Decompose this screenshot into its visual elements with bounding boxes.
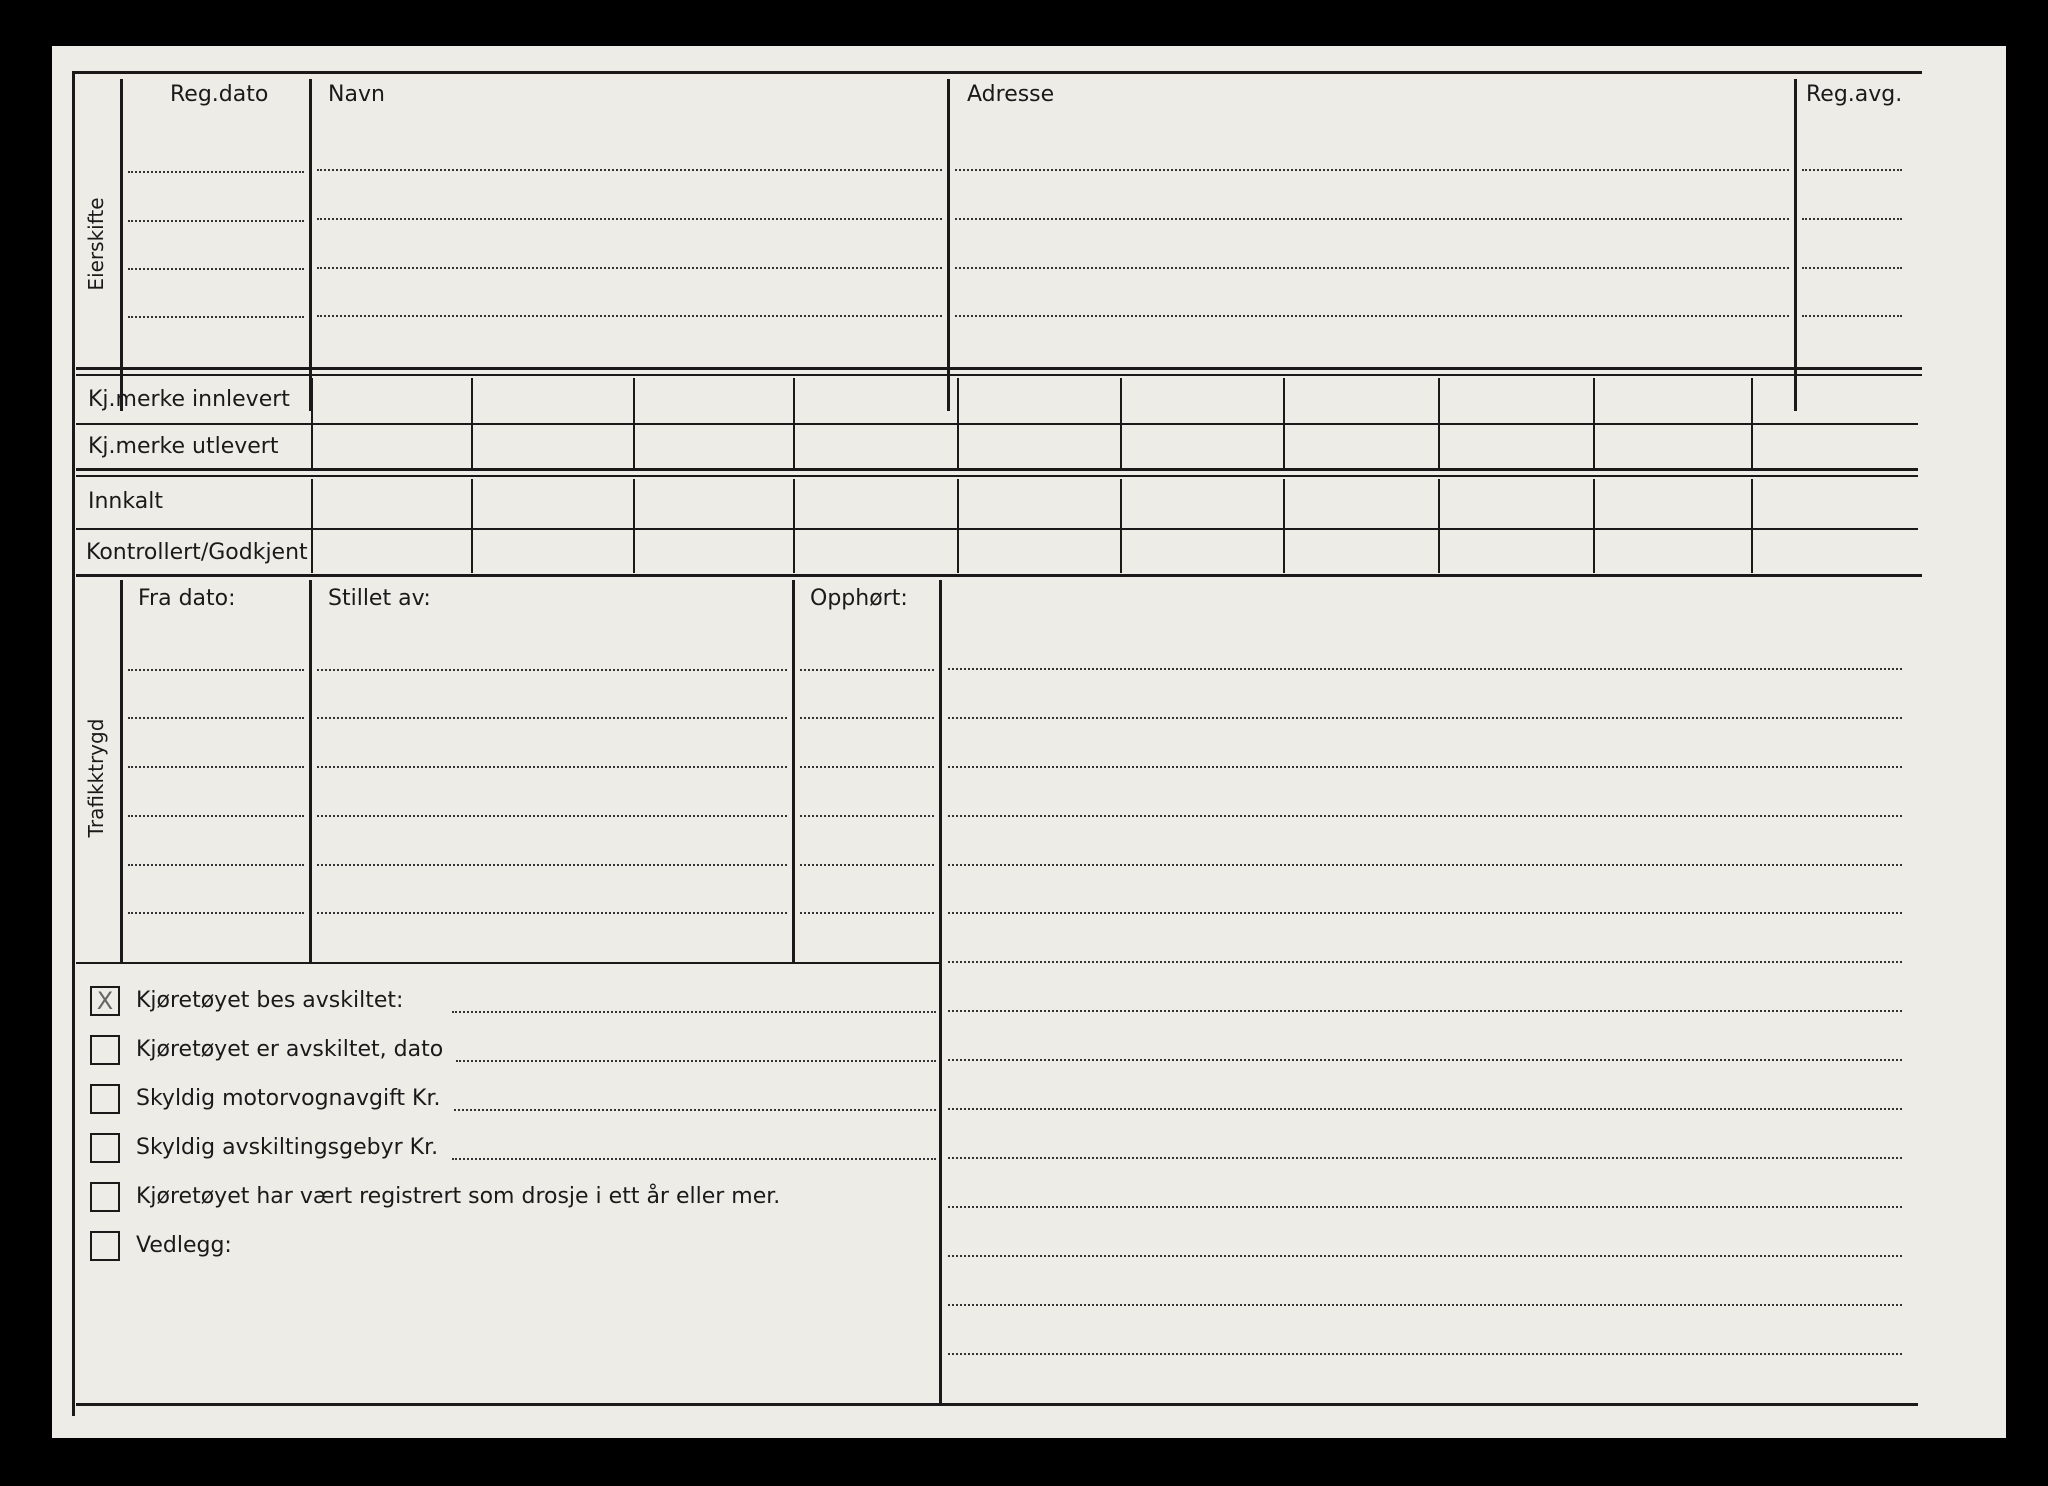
regdato-header: Reg.dato bbox=[170, 82, 269, 107]
remarks-line bbox=[948, 1157, 1902, 1159]
trafikk-bottom-rule bbox=[76, 962, 942, 964]
godkjent-label: Kontrollert/Godkjent bbox=[86, 540, 308, 565]
grid-col bbox=[1593, 479, 1595, 573]
remarks-line bbox=[948, 1108, 1902, 1110]
remarks-line bbox=[948, 1010, 1902, 1012]
eierskifte-bottom-rule bbox=[76, 367, 1922, 370]
row-line bbox=[800, 864, 934, 866]
regavg-header: Reg.avg. bbox=[1806, 82, 1903, 107]
row-line bbox=[955, 169, 1789, 171]
row-line bbox=[800, 815, 934, 817]
row-line bbox=[317, 864, 787, 866]
grid-col bbox=[957, 378, 959, 468]
navn-rule bbox=[947, 79, 950, 411]
remarks-line bbox=[948, 912, 1902, 914]
kjmerke-mid-rule bbox=[76, 423, 1918, 425]
remarks-line bbox=[948, 1059, 1902, 1061]
row-line bbox=[955, 218, 1789, 220]
check-label: Skyldig avskiltingsgebyr Kr. bbox=[136, 1135, 439, 1160]
trafikk-stillet-rule bbox=[792, 580, 795, 963]
row-line bbox=[800, 717, 934, 719]
row-line bbox=[800, 912, 934, 914]
row-line bbox=[128, 171, 304, 173]
registration-card bbox=[52, 46, 2006, 1438]
kjmerke-innlevert-label: Kj.merke innlevert bbox=[88, 387, 290, 412]
grid-col bbox=[1751, 479, 1753, 573]
remarks-line bbox=[948, 864, 1902, 866]
grid-col bbox=[311, 378, 313, 468]
grid-col bbox=[793, 479, 795, 573]
row-line bbox=[1802, 218, 1902, 220]
row-line bbox=[128, 912, 304, 914]
grid-col bbox=[1283, 378, 1285, 468]
remarks-line bbox=[948, 1206, 1902, 1208]
row-line bbox=[1802, 169, 1902, 171]
fill-line bbox=[452, 1158, 936, 1160]
row-line bbox=[317, 717, 787, 719]
row-line bbox=[317, 315, 942, 317]
checkbox-vedlegg[interactable] bbox=[90, 1231, 120, 1261]
remarks-line bbox=[948, 1255, 1902, 1257]
row-line bbox=[128, 220, 304, 222]
row-line bbox=[128, 669, 304, 671]
checkbox-drosje[interactable] bbox=[90, 1182, 120, 1212]
trafikk-fra-rule bbox=[309, 580, 312, 963]
row-line bbox=[955, 267, 1789, 269]
row-line bbox=[128, 815, 304, 817]
grid-col bbox=[1751, 378, 1753, 468]
row-line bbox=[128, 864, 304, 866]
checkbox-avskiltingsgebyr[interactable] bbox=[90, 1133, 120, 1163]
row-line bbox=[317, 218, 942, 220]
checkbox-bes-avskiltet[interactable]: X bbox=[90, 986, 120, 1016]
stillet-av-header: Stillet av: bbox=[328, 586, 431, 611]
remarks-line bbox=[948, 1304, 1902, 1306]
row-line bbox=[1802, 267, 1902, 269]
label-column-rule bbox=[120, 79, 123, 411]
grid-col bbox=[1283, 479, 1285, 573]
eierskifte-bottom-rule-2 bbox=[76, 374, 1922, 376]
row-line bbox=[128, 316, 304, 318]
checkbox-motorvognavgift[interactable] bbox=[90, 1084, 120, 1114]
row-line bbox=[317, 766, 787, 768]
left-border bbox=[72, 71, 75, 1416]
fra-dato-header: Fra dato: bbox=[138, 586, 236, 611]
grid-col bbox=[1438, 479, 1440, 573]
row-line bbox=[317, 267, 942, 269]
grid-col bbox=[957, 479, 959, 573]
adresse-header: Adresse bbox=[967, 82, 1055, 107]
remarks-line bbox=[948, 961, 1902, 963]
grid-col bbox=[793, 378, 795, 468]
grid-col bbox=[1120, 479, 1122, 573]
check-label: Kjøretøyet bes avskiltet: bbox=[136, 988, 404, 1013]
check-label: Vedlegg: bbox=[136, 1233, 232, 1258]
navn-header: Navn bbox=[328, 82, 385, 107]
row-line bbox=[317, 669, 787, 671]
top-rule bbox=[72, 71, 1922, 74]
remarks-line bbox=[948, 717, 1902, 719]
row-line bbox=[317, 912, 787, 914]
fill-line bbox=[454, 1109, 936, 1111]
opphort-header: Opphørt: bbox=[810, 586, 908, 611]
row-line bbox=[128, 268, 304, 270]
row-line bbox=[128, 717, 304, 719]
trafikktrygd-section-label: Trafikktrygd bbox=[84, 718, 108, 838]
row-line bbox=[955, 315, 1789, 317]
remarks-line bbox=[948, 668, 1902, 670]
bottom-rule bbox=[76, 1403, 1918, 1406]
adresse-rule bbox=[1794, 79, 1797, 411]
row-line bbox=[800, 766, 934, 768]
check-label: Kjøretøyet er avskiltet, dato bbox=[136, 1037, 444, 1062]
grid-col bbox=[471, 378, 473, 468]
grid-col bbox=[311, 479, 313, 573]
grid-col bbox=[633, 378, 635, 468]
row-line bbox=[317, 815, 787, 817]
grid-col bbox=[1120, 378, 1122, 468]
kjmerke-utlevert-label: Kj.merke utlevert bbox=[88, 434, 279, 459]
regdato-rule bbox=[309, 79, 312, 411]
grid-col bbox=[633, 479, 635, 573]
grid-col bbox=[471, 479, 473, 573]
remarks-line bbox=[948, 815, 1902, 817]
grid-col bbox=[1438, 378, 1440, 468]
eierskifte-section-label: Eierskifte bbox=[84, 197, 108, 291]
checkbox-er-avskiltet[interactable] bbox=[90, 1035, 120, 1065]
kontroll-mid-rule bbox=[76, 528, 1918, 530]
row-line bbox=[128, 766, 304, 768]
fill-line bbox=[456, 1060, 936, 1062]
row-line bbox=[1802, 315, 1902, 317]
fill-line bbox=[452, 1011, 936, 1013]
row-line bbox=[800, 669, 934, 671]
kontroll-bottom-rule bbox=[76, 574, 1922, 577]
remarks-line bbox=[948, 766, 1902, 768]
kjmerke-bottom-rule bbox=[76, 468, 1918, 471]
check-label: Skyldig motorvognavgift Kr. bbox=[136, 1086, 441, 1111]
kjmerke-bottom-rule-2 bbox=[76, 475, 1918, 477]
trafikk-opphort-rule bbox=[939, 580, 942, 1406]
innkalt-label: Innkalt bbox=[88, 489, 163, 514]
trafikk-label-rule bbox=[120, 580, 123, 963]
grid-col bbox=[1593, 378, 1595, 468]
row-line bbox=[317, 169, 942, 171]
check-label: Kjøretøyet har vært registrert som drosje i ett år eller mer. bbox=[136, 1184, 781, 1209]
remarks-line bbox=[948, 1353, 1902, 1355]
